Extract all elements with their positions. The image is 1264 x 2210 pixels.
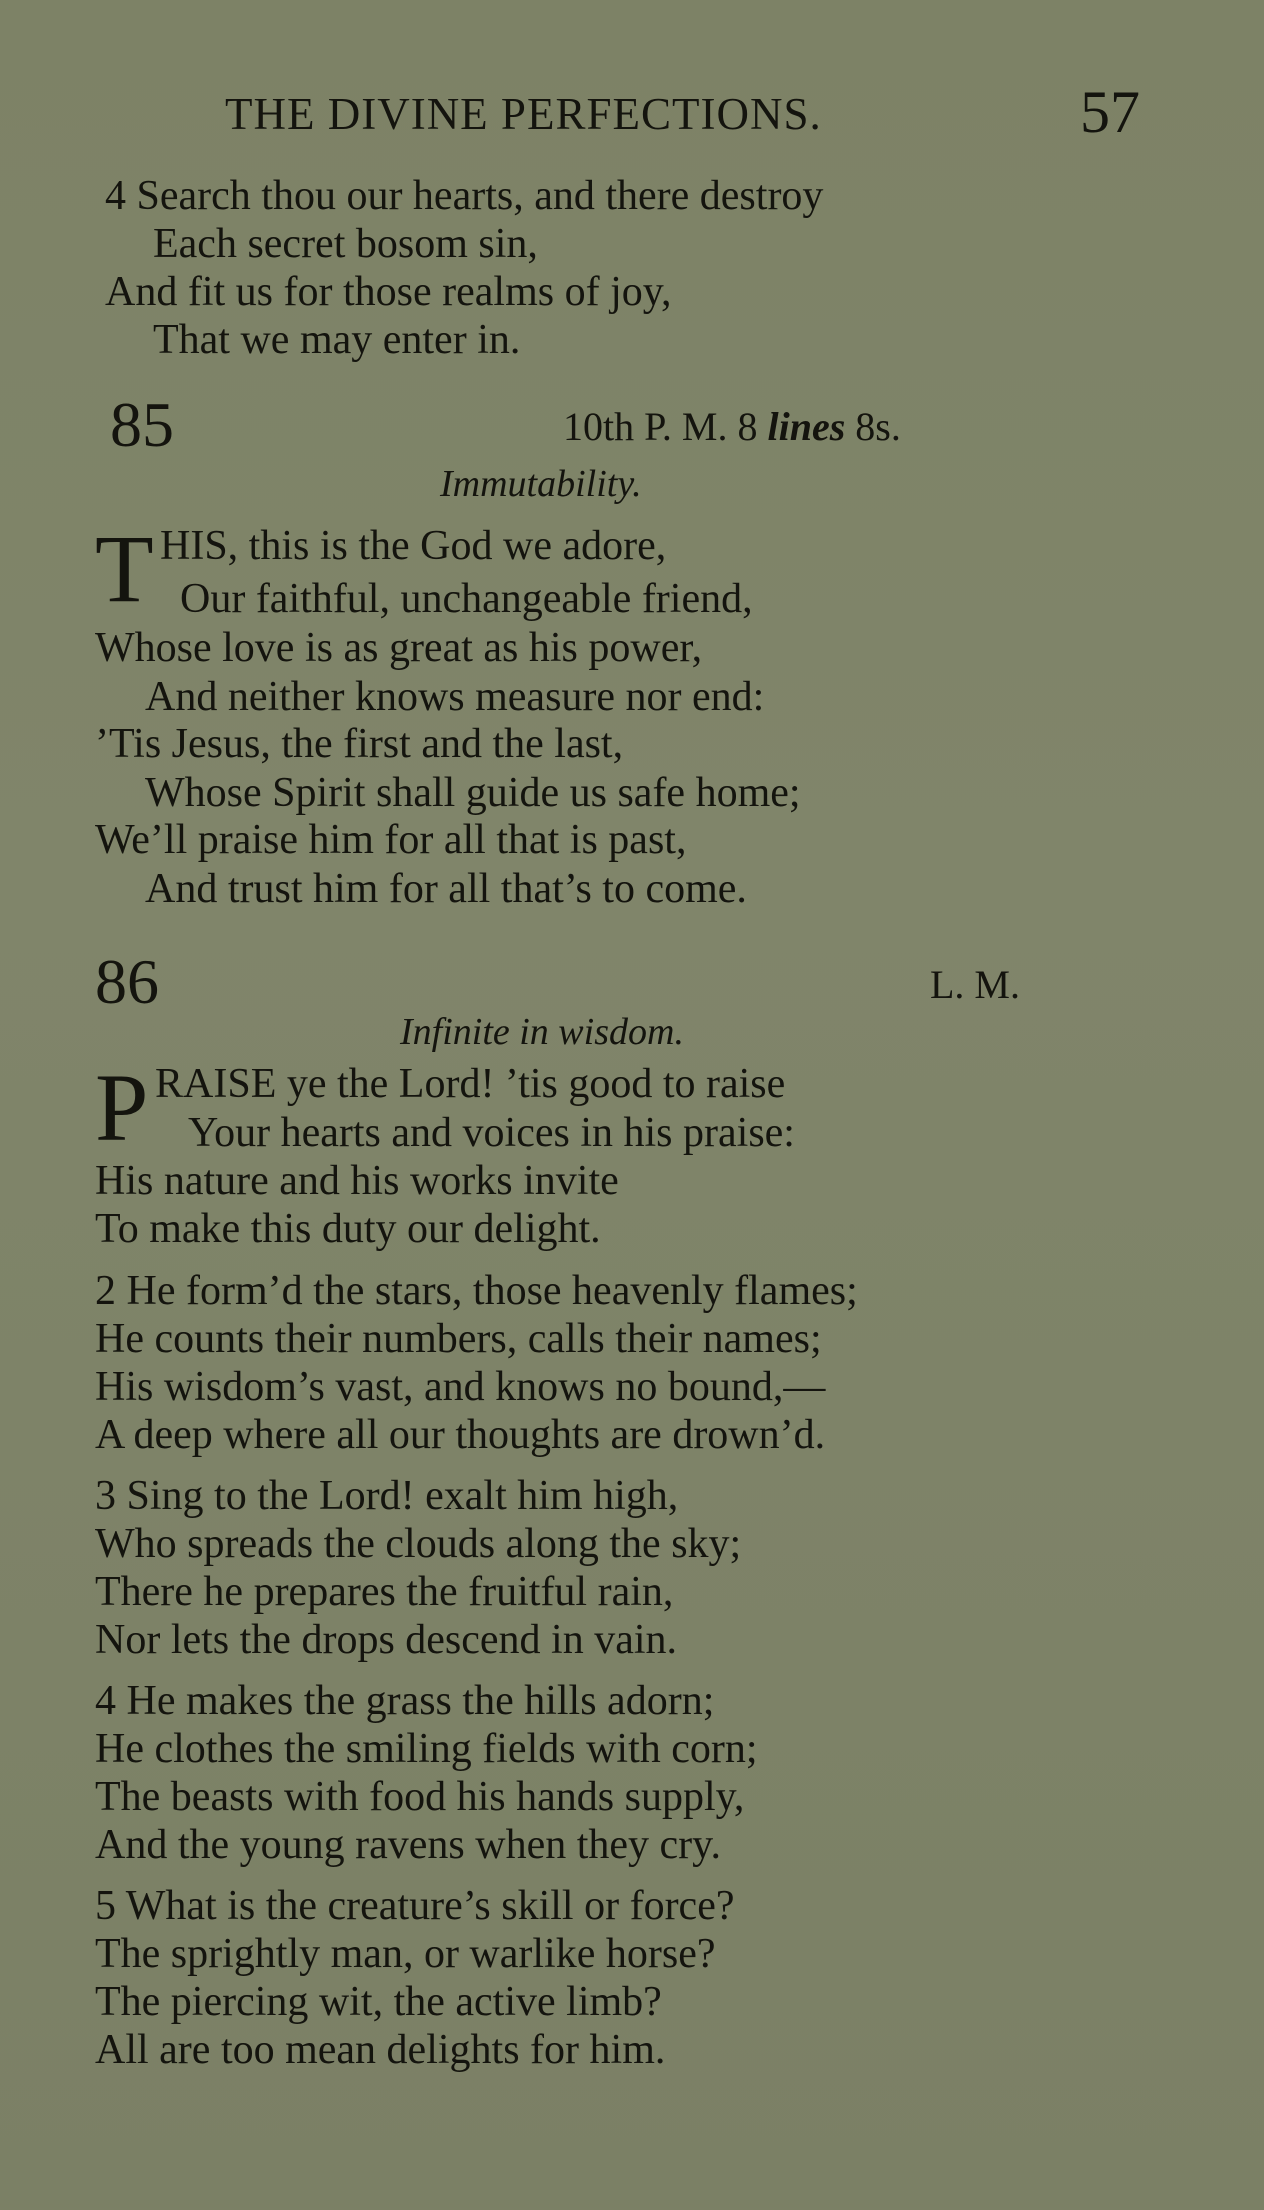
verse-line: The beasts with food his hands supply, bbox=[95, 1774, 745, 1820]
drop-cap: P bbox=[95, 1054, 149, 1161]
verse-line: We’ll praise him for all that is past, bbox=[95, 817, 687, 863]
verse-line: ’Tis Jesus, the first and the last, bbox=[95, 721, 624, 767]
verse-line: His nature and his works invite bbox=[95, 1158, 619, 1204]
verse-line: And neither knows measure nor end: bbox=[145, 674, 765, 720]
meter-text: 8s. bbox=[855, 404, 901, 449]
verse-line: 3 Sing to the Lord! exalt him high, bbox=[95, 1473, 679, 1519]
verse-line: To make this duty our delight. bbox=[95, 1206, 601, 1252]
verse-line: 2 He form’d the stars, those heavenly flames; bbox=[95, 1268, 858, 1314]
hymn-number: 86 bbox=[95, 946, 159, 1017]
hymn-meter: L. M. bbox=[930, 962, 1020, 1007]
verse-line: RAISE ye the Lord! ’tis good to raise bbox=[155, 1061, 786, 1107]
verse-line: His wisdom’s vast, and knows no bound,— bbox=[95, 1364, 826, 1410]
verse-line: That we may enter in. bbox=[153, 317, 521, 363]
verse-line: Whose Spirit shall guide us safe home; bbox=[145, 770, 801, 816]
verse-line: There he prepares the fruitful rain, bbox=[95, 1569, 674, 1615]
verse-line: 5 What is the creature’s skill or force? bbox=[95, 1883, 735, 1929]
verse-line: The piercing wit, the active limb? bbox=[95, 1979, 662, 2025]
meter-italic: lines bbox=[767, 404, 846, 449]
hymn-subtitle: Immutability. bbox=[440, 463, 642, 505]
running-title: THE DIVINE PERFECTIONS. bbox=[225, 89, 822, 139]
verse-line: The sprightly man, or warlike horse? bbox=[95, 1931, 716, 1977]
hymn-meter bbox=[563, 404, 901, 449]
page-number: 57 bbox=[1080, 79, 1140, 145]
drop-cap: T bbox=[95, 515, 154, 622]
verse-line: He clothes the smiling fields with corn; bbox=[95, 1726, 758, 1772]
verse-line: 4 He makes the grass the hills adorn; bbox=[95, 1678, 715, 1724]
hymn-subtitle: Infinite in wisdom. bbox=[400, 1011, 684, 1053]
verse-line: And the young ravens when they cry. bbox=[95, 1822, 721, 1868]
verse-line: Who spreads the clouds along the sky; bbox=[95, 1521, 742, 1567]
verse-line: Our faithful, unchangeable friend, bbox=[180, 576, 753, 622]
verse-line: Whose love is as great as his power, bbox=[95, 625, 703, 671]
verse-line: He counts their numbers, calls their names; bbox=[95, 1316, 822, 1362]
verse-line: Nor lets the drops descend in vain. bbox=[95, 1617, 678, 1663]
verse-line: All are too mean delights for him. bbox=[95, 2027, 666, 2073]
verse-line: Each secret bosom sin, bbox=[153, 221, 538, 267]
verse-line: HIS, this is the God we adore, bbox=[160, 523, 667, 569]
hymn-number: 85 bbox=[110, 389, 174, 460]
page-header bbox=[225, 78, 1145, 148]
meter-text: 10th P. M. 8 bbox=[563, 404, 758, 449]
verse-line: And fit us for those realms of joy, bbox=[105, 269, 672, 315]
verse-line: And trust him for all that’s to come. bbox=[145, 866, 747, 912]
verse-line: 4 Search thou our hearts, and there destroy bbox=[105, 173, 824, 219]
verse-line: A deep where all our thoughts are drown’d. bbox=[95, 1412, 826, 1458]
verse-line: Your hearts and voices in his praise: bbox=[188, 1110, 795, 1156]
